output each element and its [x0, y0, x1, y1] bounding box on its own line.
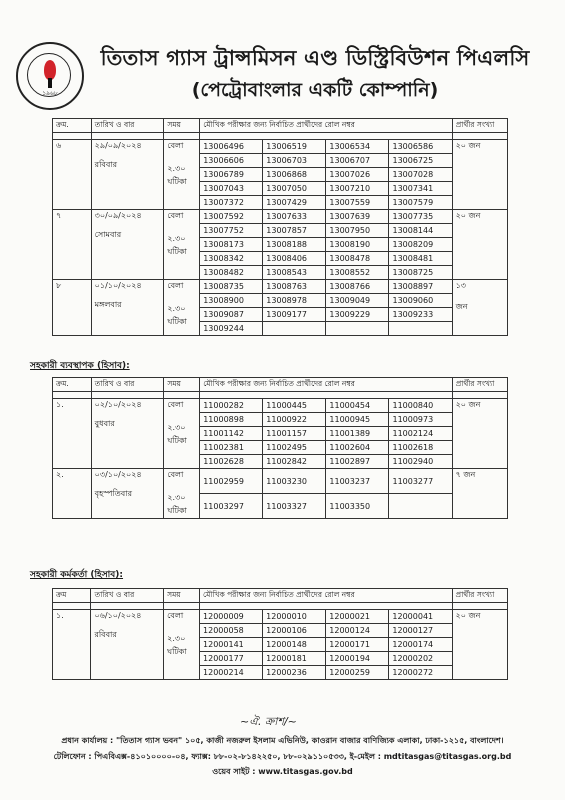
roll-number: 13007429 — [263, 196, 326, 210]
time-value: ২.৩০ — [167, 423, 186, 432]
roll-number: 13008735 — [200, 280, 263, 294]
table-row — [53, 210, 508, 224]
roll-number: 13009229 — [326, 308, 389, 322]
roll-number: 13007579 — [389, 196, 452, 210]
table-header-row — [53, 119, 508, 133]
time-value: ২.৩০ — [167, 493, 186, 502]
roll-number: 11003327 — [263, 494, 326, 519]
roll-number: 13008406 — [263, 252, 326, 266]
weekday: রবিবার — [94, 630, 117, 639]
header-cell: সময় — [164, 378, 200, 392]
header-cell: মৌখিক পরীক্ষার জন্য নির্বাচিত প্রার্থীদের রোল নম্বর — [200, 378, 452, 392]
roll-number: 11000945 — [326, 413, 389, 427]
time-label: বেলা — [167, 141, 184, 150]
serial: ৬ — [56, 141, 62, 150]
roll-number: 13008481 — [389, 252, 452, 266]
table-row — [53, 280, 508, 294]
date: ২৯/০৯/২০২৪ — [94, 141, 142, 150]
date: ০১/১০/২০২৪ — [94, 281, 142, 290]
footer-website: ওয়েব সাইট : www.titasgas.gov.bd — [212, 767, 353, 776]
header-cell: মৌখিক পরীক্ষার জন্য নির্বাচিত প্রার্থীদের রোল নম্বর — [200, 119, 452, 133]
roll-number: 11003350 — [326, 494, 389, 519]
roll-number: 13006703 — [263, 154, 326, 168]
roll-number: 13007559 — [326, 196, 389, 210]
roll-number: 13008978 — [263, 294, 326, 308]
roll-number: 13006606 — [200, 154, 263, 168]
table-section-2 — [52, 377, 508, 519]
header-cell: প্রার্থীর সংখ্যা — [452, 119, 507, 133]
roll-number: 13009233 — [389, 308, 452, 322]
roll-number: 11001389 — [326, 427, 389, 441]
roll-number: 13008543 — [263, 266, 326, 280]
roll-number: 13007633 — [263, 210, 326, 224]
candidate-count: ২০ জন — [455, 211, 481, 220]
serial: ৭ — [56, 211, 62, 220]
roll-number: 13006789 — [200, 168, 263, 182]
table-section-1 — [52, 118, 508, 336]
time-label: বেলা — [167, 400, 184, 409]
weekday: বৃহস্পতিবার — [94, 489, 132, 498]
roll-number: 13007050 — [263, 182, 326, 196]
roll-number: 13007752 — [200, 224, 263, 238]
roll-number: 13006725 — [389, 154, 452, 168]
roll-number: 12000009 — [200, 610, 263, 624]
roll-number: 13008900 — [200, 294, 263, 308]
roll-number: 13006707 — [326, 154, 389, 168]
date: ০২/১০/২০২৪ — [94, 400, 142, 409]
roll-number: 12000171 — [326, 638, 389, 652]
roll-number — [326, 322, 389, 336]
roll-number: 13008209 — [389, 238, 452, 252]
header-cell: তারিখ ও বার — [91, 589, 164, 603]
serial: ২. — [56, 470, 64, 479]
roll-number: 11002381 — [200, 441, 263, 455]
roll-number: 11002897 — [326, 455, 389, 469]
header-cell: সময় — [164, 589, 200, 603]
time-unit: ঘটিকা — [167, 647, 187, 656]
roll-number: 13007857 — [263, 224, 326, 238]
roll-number: 13009087 — [200, 308, 263, 322]
signature: ~ঐ. ক্রাশ/~ — [240, 715, 297, 728]
time-value: ২.৩০ — [167, 234, 186, 243]
roll-number: 12000124 — [326, 624, 389, 638]
roll-number: 12000272 — [389, 666, 452, 680]
roll-number: 12000127 — [389, 624, 452, 638]
roll-number: 11001157 — [263, 427, 326, 441]
roll-number: 11002124 — [389, 427, 452, 441]
roll-number: 11002495 — [263, 441, 326, 455]
weekday: বুধবার — [94, 419, 115, 428]
roll-number: 11000898 — [200, 413, 263, 427]
roll-number: 13008188 — [263, 238, 326, 252]
roll-number: 13007341 — [389, 182, 452, 196]
roll-number: 13008173 — [200, 238, 263, 252]
roll-number: 11002842 — [263, 455, 326, 469]
header-cell: ক্রম — [53, 589, 91, 603]
roll-number: 13008190 — [326, 238, 389, 252]
roll-number: 13008342 — [200, 252, 263, 266]
roll-number: 13006534 — [326, 140, 389, 154]
flame-icon — [44, 60, 56, 80]
time-unit: ঘটিকা — [167, 247, 187, 256]
roll-number: 11002618 — [389, 441, 452, 455]
time-unit: ঘটিকা — [167, 506, 187, 515]
roll-number: 11000454 — [326, 399, 389, 413]
table-header-row — [53, 589, 508, 603]
roll-number: 13007950 — [326, 224, 389, 238]
roll-number: 13007639 — [326, 210, 389, 224]
time-unit: ঘটিকা — [167, 436, 187, 445]
table-row — [53, 399, 508, 413]
roll-number: 11000445 — [263, 399, 326, 413]
roll-number: 13006586 — [389, 140, 452, 154]
roll-number: 13008552 — [326, 266, 389, 280]
time-label: বেলা — [167, 281, 184, 290]
roll-number: 13007026 — [326, 168, 389, 182]
roll-number: 12000148 — [263, 638, 326, 652]
logo-year: ১৯৬৮ — [42, 90, 58, 97]
weekday: রবিবার — [94, 160, 117, 169]
roll-number: 12000214 — [200, 666, 263, 680]
roll-number: 11000973 — [389, 413, 452, 427]
date: ০৬/১০/২০২৪ — [94, 611, 142, 620]
header-cell: ক্রম. — [53, 378, 92, 392]
time-label: বেলা — [167, 470, 184, 479]
footer-address: প্রধান কার্যালয় : "তিতাস গ্যাস ভবন" ১০৫, কাজী নজরুল ইসলাম এভিনিউ, কাওরান বাজার বাণিজ্যিক এলাকা, ঢাকা-১২১৫, বাংলাদেশ। — [61, 736, 504, 745]
company-logo — [16, 42, 84, 110]
roll-number: 13007043 — [200, 182, 263, 196]
serial: ৮ — [56, 281, 62, 290]
roll-number: 13008482 — [200, 266, 263, 280]
candidate-count: ২০ জন — [455, 141, 481, 150]
table-row — [53, 140, 508, 154]
header-cell: তারিখ ও বার — [91, 378, 164, 392]
roll-number: 13007372 — [200, 196, 263, 210]
roll-number: 13008763 — [263, 280, 326, 294]
roll-number: 13006519 — [263, 140, 326, 154]
time-unit: ঘটিকা — [167, 177, 187, 186]
roll-number: 11003297 — [200, 494, 263, 519]
section-title-asst-officer: সহকারী কর্মকর্তা (হিসাব): — [30, 570, 124, 580]
date: ০৩/১০/২০২৪ — [94, 470, 142, 479]
roll-number: 13008897 — [389, 280, 452, 294]
roll-number: 13007028 — [389, 168, 452, 182]
roll-number — [263, 322, 326, 336]
roll-number: 13008478 — [326, 252, 389, 266]
roll-number: 12000010 — [263, 610, 326, 624]
roll-number: 12000141 — [200, 638, 263, 652]
time-unit: ঘটিকা — [167, 317, 187, 326]
table-row — [53, 469, 508, 494]
time-label: বেলা — [167, 211, 184, 220]
weekday: সোমবার — [94, 230, 122, 239]
roll-number: 13008144 — [389, 224, 452, 238]
roll-number: 12000181 — [263, 652, 326, 666]
serial: ১. — [56, 611, 64, 620]
roll-number: 13006868 — [263, 168, 326, 182]
roll-number: 13009244 — [200, 322, 263, 336]
time-value: ২.৩০ — [167, 304, 186, 313]
roll-number: 11003237 — [326, 469, 389, 494]
org-name: তিতাস গ্যাস ট্রান্সমিসন এণ্ড ডিস্ট্রিবিউশন পিএলসি — [100, 46, 530, 70]
roll-number: 11000282 — [200, 399, 263, 413]
roll-number: 13008766 — [326, 280, 389, 294]
time-value: ২.৩০ — [167, 164, 186, 173]
table-header-row — [53, 378, 508, 392]
header-cell: ক্রম. — [53, 119, 92, 133]
roll-number: 13009177 — [263, 308, 326, 322]
roll-number: 11002959 — [200, 469, 263, 494]
time-value: ২.৩০ — [167, 634, 186, 643]
candidate-count: ১৩ — [455, 281, 466, 290]
roll-number: 12000041 — [389, 610, 452, 624]
roll-number: 11003230 — [263, 469, 326, 494]
weekday: মঙ্গলবার — [94, 300, 122, 309]
roll-number: 12000202 — [389, 652, 452, 666]
candidate-count: ৭ জন — [455, 470, 476, 479]
header-cell: প্রার্থীর সংখ্যা — [452, 378, 507, 392]
roll-number: 13007735 — [389, 210, 452, 224]
roll-number: 13009049 — [326, 294, 389, 308]
header-cell: মৌখিক পরীক্ষার জন্য নির্বাচিত প্রার্থীদের রোল নম্বর — [200, 589, 453, 603]
section-title-asst-manager: সহকারী ব্যবস্থাপক (হিসাব): — [30, 361, 130, 371]
roll-number: 13007210 — [326, 182, 389, 196]
table-row — [53, 610, 508, 624]
header-cell: তারিখ ও বার — [91, 119, 164, 133]
roll-number: 11002628 — [200, 455, 263, 469]
table-section-3 — [52, 588, 508, 680]
roll-number: 13007592 — [200, 210, 263, 224]
roll-number: 11001142 — [200, 427, 263, 441]
org-subtitle: (পেট্রোবাংলার একটি কোম্পানি) — [191, 79, 439, 101]
header-cell: প্রার্থীর সংখ্যা — [452, 589, 507, 603]
roll-number: 12000021 — [326, 610, 389, 624]
roll-number: 13006496 — [200, 140, 263, 154]
roll-number: 11002604 — [326, 441, 389, 455]
serial: ১. — [56, 400, 64, 409]
candidate-count: ২০ জন — [455, 400, 481, 409]
roll-number: 12000106 — [263, 624, 326, 638]
roll-number: 12000259 — [326, 666, 389, 680]
roll-number: 12000194 — [326, 652, 389, 666]
roll-number: 12000058 — [200, 624, 263, 638]
candidate-count: ২০ জন — [455, 611, 481, 620]
roll-number: 12000174 — [389, 638, 452, 652]
roll-number: 13009060 — [389, 294, 452, 308]
footer-contact: টেলিফোন : পিএবিএক্স-৪১০১০০০০-০৪, ফ্যাক্স: ৮৮-০২-৮১৪২২৫০, ৮৮-০২৯১১০৫৩৩, ই-মেইল : mdtitasgas@titasgas.org.bd — [53, 752, 512, 761]
roll-number: 11003277 — [389, 469, 452, 494]
date: ৩০/০৯/২০২৪ — [94, 211, 142, 220]
roll-number: 11002940 — [389, 455, 452, 469]
roll-number — [389, 494, 452, 519]
roll-number — [389, 322, 452, 336]
candidate-count-unit: জন — [455, 302, 468, 311]
time-label: বেলা — [167, 611, 184, 620]
header-cell: সময় — [164, 119, 200, 133]
roll-number: 11000840 — [389, 399, 452, 413]
roll-number: 12000177 — [200, 652, 263, 666]
roll-number: 13008725 — [389, 266, 452, 280]
roll-number: 11000922 — [263, 413, 326, 427]
roll-number: 12000236 — [263, 666, 326, 680]
